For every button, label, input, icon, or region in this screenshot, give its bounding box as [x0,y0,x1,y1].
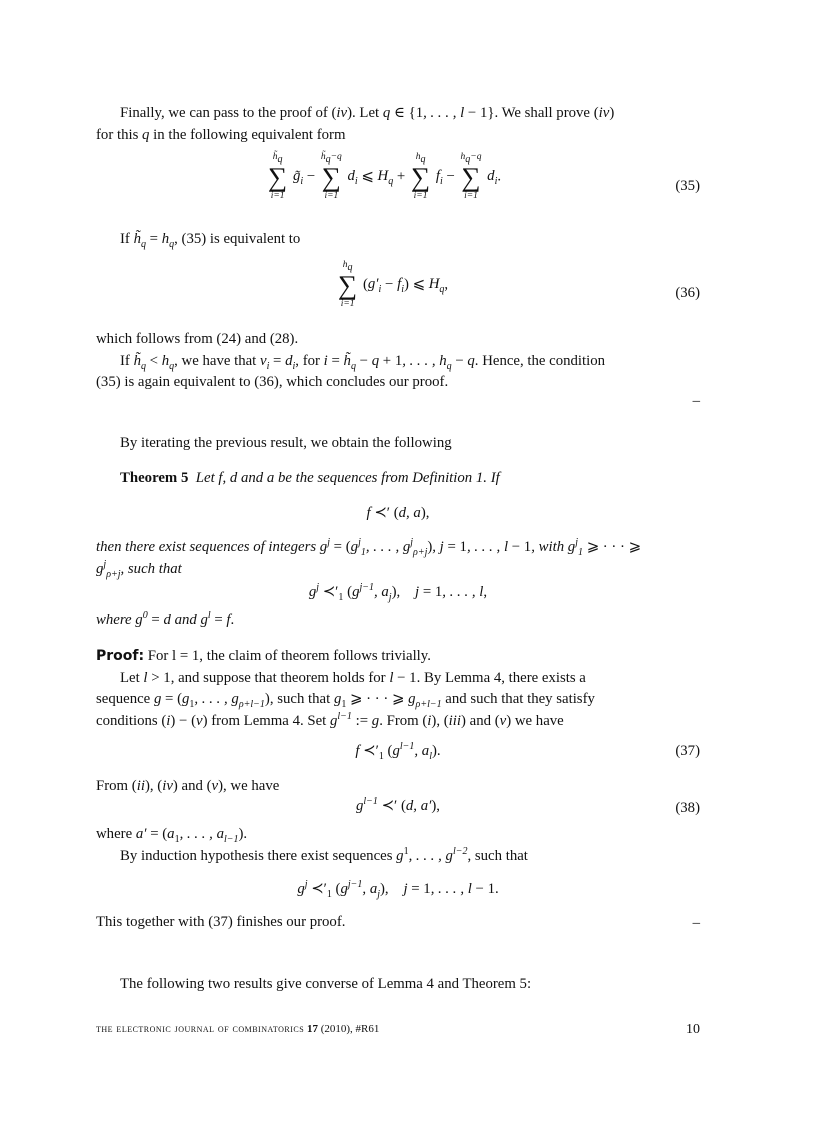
text-line: If $h̃_q = h_q$, (35) is equivalent to [120,231,301,250]
text-line: The following two results give converse of Lemma 4 and Theorem 5: [120,976,532,992]
text-line: Proof: For l = 1, the claim of theorem follows trivially. [96,648,431,664]
equation-37: f $≺'_1$ ($g^{l-1}$, $a_l$). (37) [355,741,700,762]
equation-number: (37) [675,743,700,759]
journal-name: the electronic journal of combinatorics [96,1023,305,1035]
paper-page [96,0,700,1123]
text-line: If $h̃_q < h_q$, we have that $\nu_i = d_i$, for $i = h̃_q - q + 1$, . . . , $h_q - q$. Hence, the condition [120,352,606,372]
equation-number: (36) [675,285,700,301]
text-line: which follows from (24) and (28). [96,331,299,347]
theorem-label: Theorem 5 [120,470,189,486]
theorem-where [96,610,700,632]
qed-mark: – [692,393,700,409]
text-line: From (ii), (iv) and (v), we have [96,778,280,794]
proof-block [96,646,700,732]
journal-volume: 17 [306,1023,318,1035]
proof-continued [96,776,700,798]
theorem-display-2: $g^j$ $≺'_1$ ($g^{j-1}$, $a_j$), j = 1, . . . , l, [308,582,488,603]
theorem-display-1: f ≺′ (d, a), [366,505,430,521]
equation-number: (35) [675,178,700,194]
equation-36: $h_q$ ∑ i=1 $(g'_i - f_i)$ ⩽ $H_q$, (36) [338,260,700,309]
theorem-conclusion [96,537,700,580]
theorem-5 [96,468,700,490]
text-line: for this q in the following equivalent form [96,126,346,143]
paragraph-case-equal [96,229,700,251]
page-footer [96,1019,700,1041]
text-line: where $a' = (a_1$, . . . , $a_{l-1}$). [96,826,248,845]
qed-mark: – [692,915,700,931]
text-line: sequence $g = (g_1$, . . . , $g_{\rho+l-1}$), such that $g_1$ ⩾ · · · ⩾ $g_{\rho+l-1}$ and such that they satisfy [96,691,595,710]
paragraph-case-less [96,329,700,394]
theorem-statement-line: Theorem 5 Let f, d and a be the sequences from Definition 1. If [120,470,500,486]
text-line: By iterating the previous result, we obtain the following [120,435,452,451]
text-line: This together with (37) finishes our proof. [96,914,346,930]
equation-35: $h̃_q$ ∑ i=1 $g̃_i$ − $h̃_q-q$ ∑ i=1 $d_i$ ⩽ $H_q$ + $h_q$ ∑ i=1 $f_i$ − $h_q-q$ ∑ i=1 $d_i$. (35) [268,152,700,201]
proof-end [96,912,700,934]
equation-number: (38) [675,800,700,816]
proof-induction [96,824,700,867]
proof-display: $g^j$ $≺'_1$ ($g^{j-1}$, $a_j$), j = 1, . . . , l − 1. [297,879,499,900]
page-number: 10 [686,1022,700,1037]
paragraph-proof-iv [96,103,700,146]
proof-label: Proof: [96,648,145,664]
journal-year-id: (2010), #R61 [320,1023,380,1035]
text-line: conditions (i) − (v) from Lemma 4. Set $g^{l-1}$ := g. From (i), (iii) and (v) we have [96,710,564,729]
text-line: where $g^0 = d$ and $g^l = f$. [96,610,235,628]
text-line: Let l > 1, and suppose that theorem holds for l − 1. By Lemma 4, there exists a [120,669,586,686]
text-line: (35) is again equivalent to (36), which concludes our proof. [96,374,449,390]
text-line: then there exist sequences of integers $g^j = (g^j_1$, . . . , $g^j_{\rho+j}$), j = 1, . . . , l − 1, with $g^j_1$ ⩾ · · · ⩾ [96,537,642,558]
text-line: $g^j_{\rho+j}$, such that [96,558,182,580]
closing-paragraph [96,974,700,996]
paragraph-iterating [96,433,700,455]
equation-38: $g^{l-1}$ ≺′ (d, a′), (38) [96,796,700,818]
text-line: Finally, we can pass to the proof of (iv). Let q ∈ {1, . . . , l − 1}. We shall prove (iv) [120,105,615,121]
text-line: By induction hypothesis there exist sequences $g^1$, . . . , $g^{l-2}$, such that [120,845,528,864]
